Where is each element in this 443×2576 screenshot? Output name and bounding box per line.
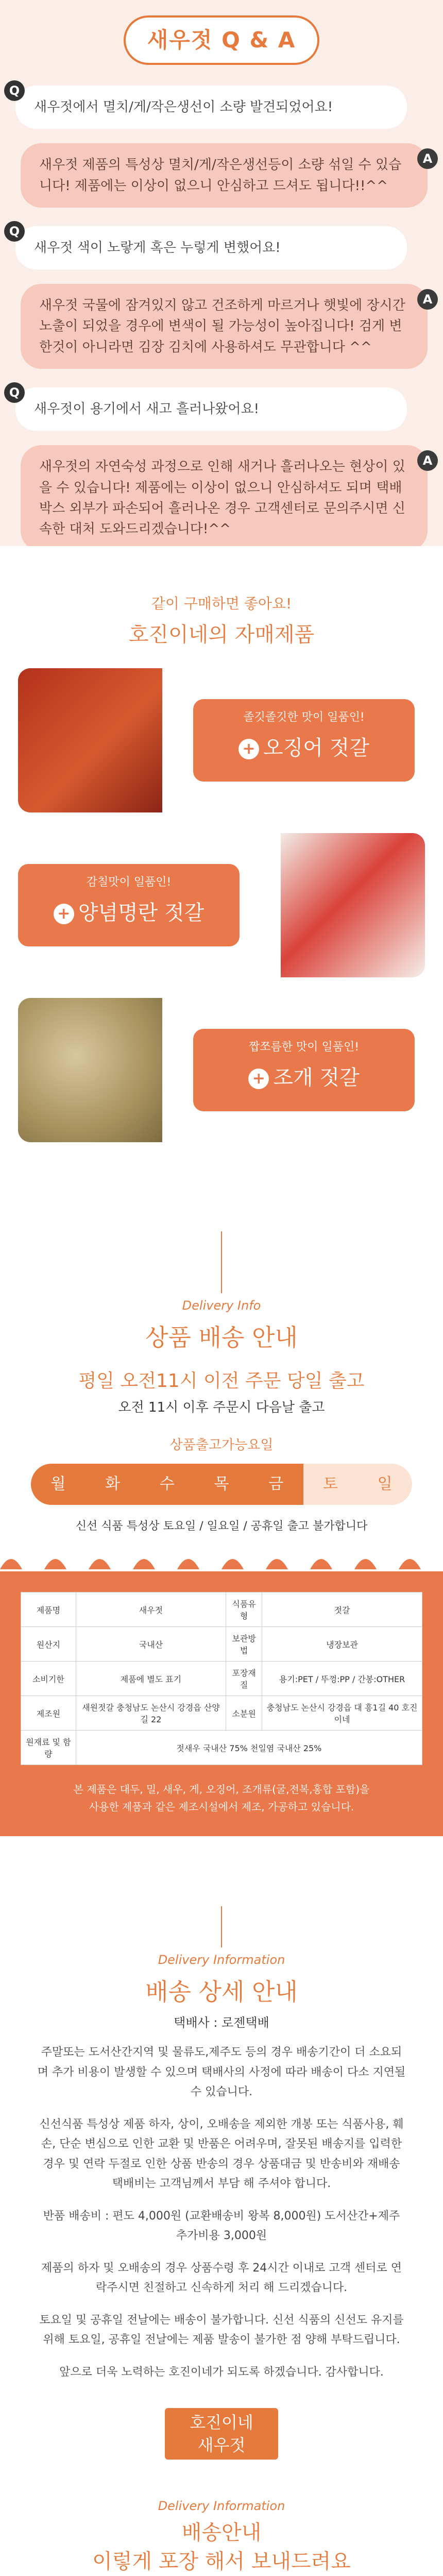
section-eng-label: Delivery Information [158,2499,285,2513]
day-wed: 수 [140,1464,194,1505]
section-title: 배송안내 이렇게 포장 해서 보내드려요 [92,2521,351,2573]
table-row: 제조원 새원젓갈 충청남도 논산시 강경읍 산양길 22 소분원 충청남도 논산시 강경읍 대 흥1길 40 호진이네 [21,1696,422,1731]
qa-title: 새우젓 Q & A [124,15,319,65]
clam-jeotgal-image [18,998,162,1142]
qa-question-3 [0,387,443,431]
divider-line [221,1231,222,1293]
products-title: 호진이네의 자매제품 [128,623,315,647]
product-info-panel [0,1571,443,1836]
question-icon: Q [4,382,25,403]
product-label-box [193,699,415,782]
product-card-myeongran[interactable] [18,833,425,977]
product-desc: 감칠맛이 일품인! [86,876,172,889]
qa-answer-3 [0,445,443,551]
shipping-days-bar [31,1464,412,1505]
detail-paragraph: 제품의 하자 및 오배송의 경우 상품수령 후 24시간 이내로 고객 센터로 연락주시면 친절하고 신속하게 처리 해 드리겠습니다. [41,2261,402,2294]
detail-paragraph: 앞으로 더욱 노력하는 호진이네가 되도록 하겠습니다. 감사합니다. [59,2365,384,2379]
product-card-clam[interactable] [18,998,425,1142]
squid-jeotgal-image [18,668,162,812]
qa-answer-2 [0,284,443,369]
detail-paragraph: 토요일 및 공휴일 전날에는 배송이 불가합니다. 신선 식품의 신선도 유지를 위해 토요일, 공휴일 전날에는 제품 발송이 불가한 점 양해 부탁드립니다. [39,2313,404,2346]
section-eng-label: Delivery Info [182,1298,261,1313]
qa-question-2 [0,226,443,269]
detail-paragraph: 반품 배송비 : 편도 4,000원 (교환배송비 왕복 8,000원) 도서산간+제주 추가비용 3,000원 [43,2209,400,2242]
table-row: 원산지 국내산 보관방법 냉장보관 [21,1627,422,1662]
day-mon: 월 [31,1464,86,1505]
day-sat: 토 [322,1475,338,1493]
question-bubble: 새우젓에서 멸치/게/작은생선이 소량 발견되었어요! [15,86,407,129]
myeongran-jeotgal-image [281,833,425,977]
answer-bubble: 새우젓의 자연숙성 과정으로 인해 새거나 흘러나오는 현상이 있을 수 있습니다! 제품에는 이상이 없으니 안심하셔도 되며 택배박스 외부가 파손되어 흘러나온 경우 고객센터로 문의주시면 신속한 대처 도와드리겠습니다!^^ [21,445,428,551]
packaging-section [0,2473,443,2576]
detail-paragraph: 신선식품 특성상 제품 하자, 상이, 오배송을 제외한 개봉 또는 식품사용, 훼손, 단순 변심으로 인한 교환 및 반품은 어려우며, 잘못된 배송지를 입력한 경우 및 연락 두절로 인한 상품 반송의 경우 상품대금 및 반송비와 재배송 택배비는 고객님께서 부담 해 주셔야 합니다. [39,2117,404,2190]
delivery-sub: 오전 11시 이후 주문시 다음날 출고 [118,1400,325,1415]
day-fri: 금 [249,1464,303,1505]
day-sun: 일 [377,1475,393,1493]
product-desc: 짭쪼름한 맛이 일품인! [248,1041,360,1054]
divider-line [221,1906,222,1947]
wave-divider [0,1549,443,1569]
product-name: + 오징어 젓갈 [193,732,415,761]
table-row: 제품명 새우젓 식품유형 젓갈 [21,1592,422,1627]
section-eng-label: Delivery Information [158,1953,285,1967]
sister-products-section [0,546,443,1211]
allergen-notes: 본 제품은 대두, 밀, 새우, 게, 오징어, 조개류(굴,전복,홍합 포함)을 사용한 제품과 같은 제조시설에서 제조, 가공하고 있습니다. [73,1783,370,1813]
answer-bubble: 새우젓 국물에 잠겨있지 않고 건조하게 마르거나 햇빛에 장시간 노출이 되었을 경우에 변색이 될 가능성이 높아집니다! 검게 변한것이 아니라면 김장 김치에 사용하셔도 무관합니다 ^^ [21,284,428,369]
section-title: 상품 배송 안내 [145,1324,298,1351]
question-icon: Q [4,80,25,101]
day-thu: 목 [194,1464,249,1505]
question-bubble: 새우젓이 용기에서 새고 흘러나왔어요! [15,387,407,431]
answer-icon: A [417,450,438,471]
qa-question-1 [0,83,443,129]
product-name: + 양념명란 젓갈 [18,896,240,926]
shipping-days-label: 상품출고가능요일 [169,1437,274,1453]
answer-icon: A [417,289,438,310]
qa-section [0,0,443,546]
detail-paragraph: 주말또는 도서산간지역 및 물류도,제주도 등의 경우 배송기간이 더 소요되며 추가 비용이 발생할 수 있으며 택배사의 사정에 따라 배송이 다소 지연될 수 있습니다. [37,2046,406,2098]
product-label-box [193,1029,415,1111]
qa-answer-1 [0,143,443,208]
products-subtitle: 같이 구매하면 좋아요! [151,595,292,612]
answer-bubble: 새우젓 제품의 특성상 멸치/게/작은생선등이 소량 섞일 수 있습니다! 제품에는 이상이 없으니 안심하고 드셔도 됩니다!!^^ [21,143,428,208]
question-bubble: 새우젓 색이 노랗게 혹은 누렇게 변했어요! [15,226,407,269]
section-title: 배송 상세 안내 [145,1978,298,2006]
brand-logo: 호진이네 새우젓 [165,2408,278,2460]
plus-icon: + [248,1069,269,1089]
shipping-day-note: 신선 식품 특성상 토요일 / 일요일 / 공휴일 출고 불가합니다 [75,1520,368,1533]
product-card-squid[interactable] [18,668,425,812]
table-row: 소비기한 제품에 별도 표기 포장재질 용기:PET / 뚜껑:PP / 간봉:OTHER [21,1662,422,1696]
delivery-info-section [0,1211,443,1880]
plus-icon: + [54,904,74,924]
product-label-box [18,864,240,946]
plus-icon: + [238,739,259,759]
day-tue: 화 [86,1464,140,1505]
product-name: + 조개 젓갈 [193,1061,415,1091]
delivery-detail-section [0,1880,443,2473]
product-desc: 졸깃졸깃한 맛이 일품인! [243,711,365,724]
delivery-lead: 평일 오전11시 이전 주문 당일 출고 [78,1370,365,1392]
table-row: 원재료 및 함량 젓새우 국내산 75% 천일염 국내산 25% [21,1731,422,1765]
product-info-table [21,1592,422,1765]
answer-icon: A [417,148,438,169]
courier-label: 택배사 : 로젠택배 [174,2015,269,2030]
question-icon: Q [4,221,25,242]
